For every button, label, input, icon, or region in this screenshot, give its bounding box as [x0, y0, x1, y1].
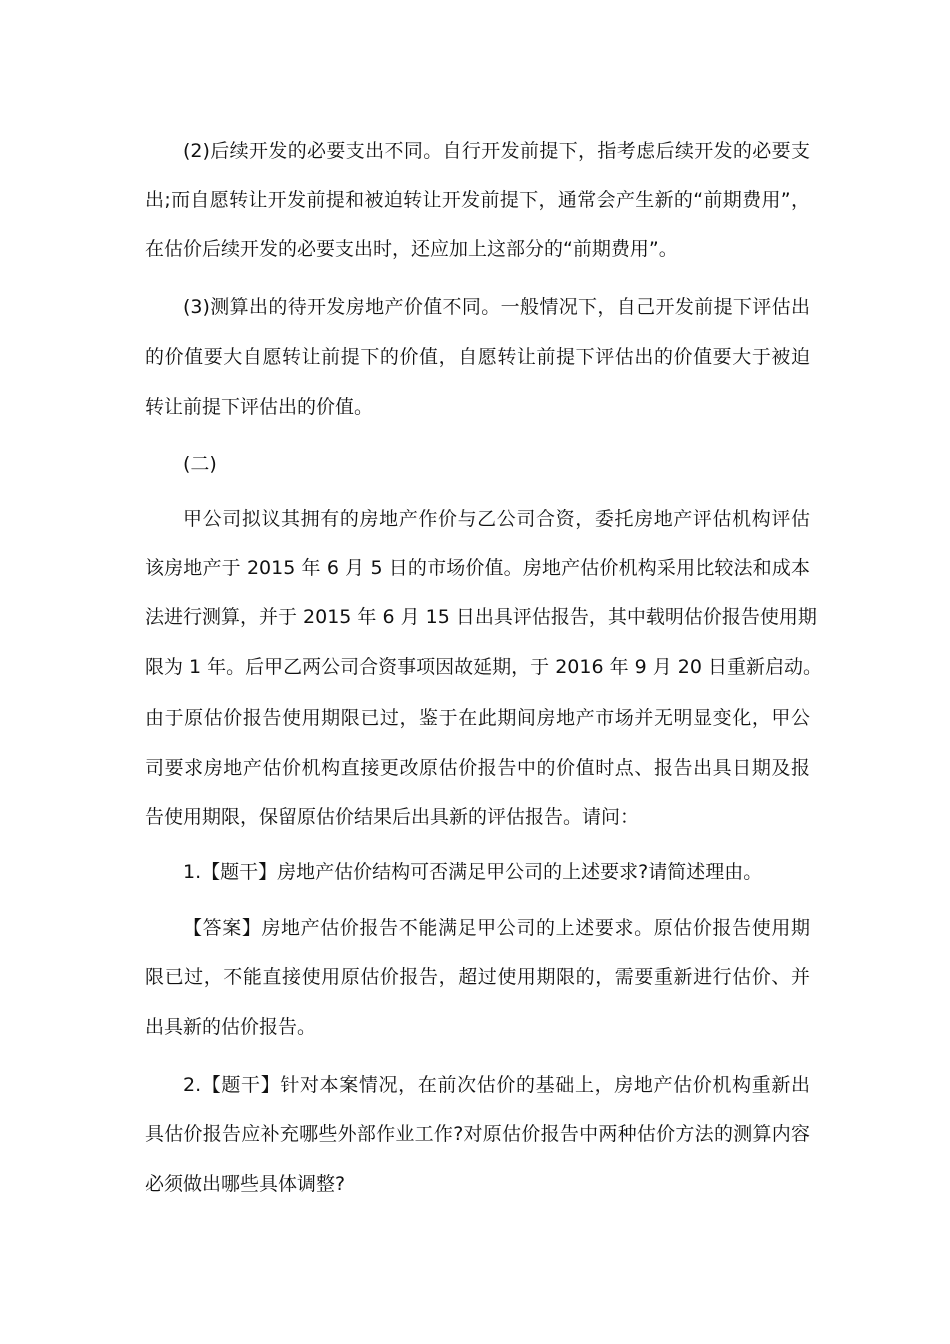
- text-line: 在估价后续开发的必要支出时，还应加上这部分的“前期费用”。: [145, 238, 678, 260]
- text-line: 出具新的估价报告。: [145, 1016, 317, 1038]
- text-line: 法进行测算，并于 2015 年 6 月 15 日出具评估报告，其中载明估价报告使用期: [145, 606, 817, 628]
- text-line: 甲公司拟议其拥有的房地产作价与乙公司合资，委托房地产评估机构评估: [183, 508, 810, 530]
- text-line: 具估价报告应补充哪些外部作业工作?对原估价报告中两种估价方法的测算内容: [145, 1123, 810, 1145]
- text-line: 该房地产于 2015 年 6 月 5 日的市场价值。房地产估价机构采用比较法和成本: [145, 557, 810, 579]
- text-line: 【答案】房地产估价报告不能满足甲公司的上述要求。原估价报告使用期: [183, 917, 810, 939]
- text-line: (二): [183, 453, 217, 475]
- text-line: 限已过，不能直接使用原估价报告，超过使用期限的，需要重新进行估价、并: [145, 966, 810, 988]
- text-line: 的价值要大自愿转让前提下的价值，自愿转让前提下评估出的价值要大于被迫: [145, 346, 810, 368]
- text-line: 出;而自愿转让开发前提和被迫转让开发前提下，通常会产生新的“前期费用”，: [145, 189, 810, 211]
- text-line: (2)后续开发的必要支出不同。自行开发前提下，指考虑后续开发的必要支: [183, 140, 810, 162]
- text-line: 限为 1 年。后甲乙两公司合资事项因故延期，于 2016 年 9 月 20 日重新启动。: [145, 656, 823, 678]
- text-line: 由于原估价报告使用期限已过，鉴于在此期间房地产市场并无明显变化，甲公: [145, 707, 810, 729]
- text-line: 告使用期限，保留原估价结果后出具新的评估报告。请问：: [145, 806, 640, 828]
- text-line: 1.【题干】房地产估价结构可否满足甲公司的上述要求?请简述理由。: [183, 861, 763, 883]
- text-line: 2.【题干】针对本案情况，在前次估价的基础上，房地产估价机构重新出: [183, 1074, 810, 1096]
- text-line: 转让前提下评估出的价值。: [145, 396, 374, 418]
- text-line: (3)测算出的待开发房地产价值不同。一般情况下，自己开发前提下评估出: [183, 296, 810, 318]
- text-line: 司要求房地产估价机构直接更改原估价报告中的价值时点、报告出具日期及报: [145, 757, 810, 779]
- text-line: 必须做出哪些具体调整?: [145, 1173, 346, 1195]
